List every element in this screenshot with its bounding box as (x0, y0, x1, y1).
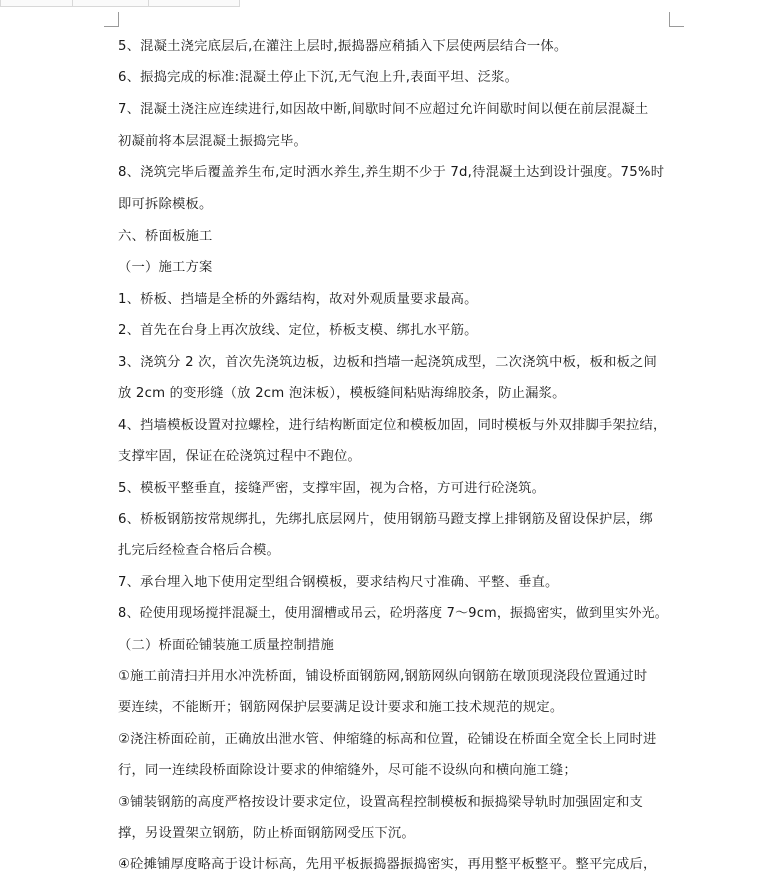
text-line: ②浇注桥面砼前，正确放出泄水管、伸缩缝的标高和位置，砼铺设在桥面全宽全长上同时进 (118, 732, 657, 747)
text-line: 1、桥板、挡墙是全桥的外露结构，故对外观质量要求最高。 (118, 292, 478, 307)
text-line: 8、砼使用现场搅拌混凝土，使用溜槽或吊云，砼坍落度 7～9cm，振捣密实，做到里实外光。 (118, 606, 668, 621)
text-line: 5、混凝土浇完底层后,在灌注上层时,振捣器应稍插入下层使两层结合一体。 (118, 39, 568, 54)
subsection-heading: （二）桥面砼铺装施工质量控制措施 (118, 638, 334, 653)
text-line: 7、混凝土浇注应连续进行,如因故中断,间歇时间不应超过允许间歇时间以便在前层混凝土 (118, 102, 649, 117)
section-heading: 六、桥面板施工 (118, 229, 213, 244)
text-line: 扎完后经检查合格后合模。 (118, 543, 280, 558)
text-line: 2、首先在台身上再次放线、定位，桥板支模、绑扎水平筋。 (118, 323, 478, 338)
text-line: 行，同一连续段桥面除设计要求的伸缩缝外，尽可能不设纵向和横向施工缝； (118, 763, 577, 778)
text-line: 撑，另设置架立钢筋，防止桥面钢筋网受压下沉。 (118, 826, 415, 841)
text-line: ①施工前清扫并用水冲洗桥面，铺设桥面钢筋网,钢筋网纵向钢筋在墩顶现浇段位置通过时 (118, 669, 648, 684)
text-line: 6、振捣完成的标准:混凝土停止下沉,无气泡上升,表面平坦、泛浆。 (118, 70, 519, 85)
text-line: 8、浇筑完毕后覆盖养生布,定时洒水养生,养生期不少于 7d,待混凝土达到设计强度。75%时 (118, 165, 665, 180)
text-line: 6、桥板钢筋按常规绑扎，先绑扎底层网片，使用钢筋马蹬支撑上排钢筋及留设保护层，绑 (118, 512, 654, 527)
crop-mark-top-right (669, 12, 684, 27)
text-line: 5、模板平整垂直，接缝严密，支撑牢固，视为合格，方可进行砼浇筑。 (118, 481, 546, 496)
text-line: 初凝前将本层混凝土振捣完毕。 (118, 134, 307, 149)
text-line: 即可拆除模板。 (118, 197, 213, 212)
text-line: ④砼摊铺厚度略高于设计标高，先用平板振捣器振捣密实，再用整平板整平。整平完成后， (118, 857, 657, 872)
text-line: 支撑牢固，保证在砼浇筑过程中不跑位。 (118, 449, 361, 464)
text-line: 4、挡墙模板设置对拉螺栓，进行结构断面定位和模板加固，同时模板与外双排脚手架拉结， (118, 418, 667, 433)
text-line: 要连续，不能断开；钢筋网保护层要满足设计要求和施工技术规范的规定。 (118, 700, 564, 715)
top-tab-strip (0, 0, 757, 6)
text-line: 放 2cm 的变形缝（放 2cm 泡沫板），模板缝间粘贴海绵胶条，防止漏浆。 (118, 386, 566, 401)
text-line: 7、承台埋入地下使用定型组合钢模板，要求结构尺寸准确、平整、垂直。 (118, 575, 559, 590)
tab-segment (0, 0, 74, 7)
crop-mark-top-left (104, 12, 119, 27)
text-line: 3、浇筑分 2 次，首次先浇筑边板，边板和挡墙一起浇筑成型，二次浇筑中板，板和板之间 (118, 355, 658, 370)
text-line: ③铺装钢筋的高度严格按设计要求定位，设置高程控制模板和振捣梁导轨时加强固定和支 (118, 795, 644, 810)
tab-segment (148, 0, 240, 7)
tab-segment (72, 0, 150, 7)
subsection-heading: （一）施工方案 (118, 260, 213, 275)
